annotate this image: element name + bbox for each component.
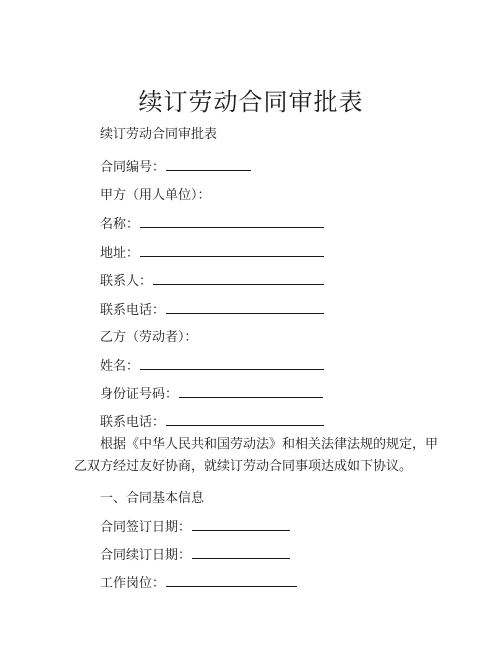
- form-subtitle: [100, 126, 217, 144]
- party-a-heading: 甲方（用人单位）：: [100, 188, 211, 203]
- party-b-name-blank[interactable]: [140, 357, 324, 370]
- party-b-name-label: 姓名：: [100, 359, 140, 374]
- sign-date-blank[interactable]: [192, 518, 290, 531]
- renew-date-label: 合同续订日期：: [100, 548, 192, 563]
- party-b-phone-blank[interactable]: [166, 413, 324, 426]
- party-a-address-row: [100, 244, 324, 263]
- party-b-heading: 乙方（劳动者）：: [100, 330, 198, 345]
- renew-date-blank[interactable]: [192, 546, 290, 559]
- renew-date-row: [100, 546, 290, 565]
- party-a-address-label: 地址：: [100, 246, 140, 261]
- party-a-name-blank[interactable]: [140, 215, 324, 228]
- position-row: [100, 574, 297, 593]
- party-b-name-row: [100, 357, 324, 376]
- sign-date-row: [100, 518, 290, 537]
- contract-number-label: 合同编号：: [100, 160, 166, 175]
- party-a-contact-label: 联系人：: [100, 274, 153, 289]
- party-b-heading-row: [100, 329, 198, 347]
- position-label: 工作岗位：: [100, 576, 166, 591]
- intro-paragraph: 根据《中华人民共和国劳动法》和相关法律法规的规定，甲乙双方经过友好协商，就续订劳动合同事项达成如下协议。: [74, 437, 439, 474]
- party-b-phone-label: 联系电话：: [100, 415, 166, 430]
- party-b-id-label: 身份证号码：: [100, 387, 179, 402]
- document-title: 续订劳动合同审批表: [138, 88, 364, 116]
- position-blank[interactable]: [166, 574, 297, 587]
- party-a-heading-row: [100, 187, 211, 205]
- contract-number-blank[interactable]: [166, 158, 251, 171]
- sign-date-label: 合同签订日期：: [100, 520, 192, 535]
- party-b-id-blank[interactable]: [179, 385, 323, 398]
- party-a-contact-row: [100, 272, 324, 291]
- contract-number-row: [100, 158, 251, 177]
- section-1-heading: 一、合同基本信息: [100, 491, 205, 506]
- section-1-heading-row: [100, 490, 204, 508]
- party-a-address-blank[interactable]: [140, 244, 324, 257]
- party-a-phone-row: [100, 301, 324, 320]
- form-subtitle-text: 续订劳动合同审批表: [100, 127, 218, 142]
- party-a-phone-blank[interactable]: [166, 301, 324, 314]
- party-b-phone-row: [100, 413, 324, 432]
- party-a-phone-label: 联系电话：: [100, 303, 166, 318]
- party-a-contact-blank[interactable]: [153, 272, 324, 285]
- party-a-name-label: 名称：: [100, 217, 140, 232]
- party-b-id-row: [100, 385, 323, 404]
- party-a-name-row: [100, 215, 324, 234]
